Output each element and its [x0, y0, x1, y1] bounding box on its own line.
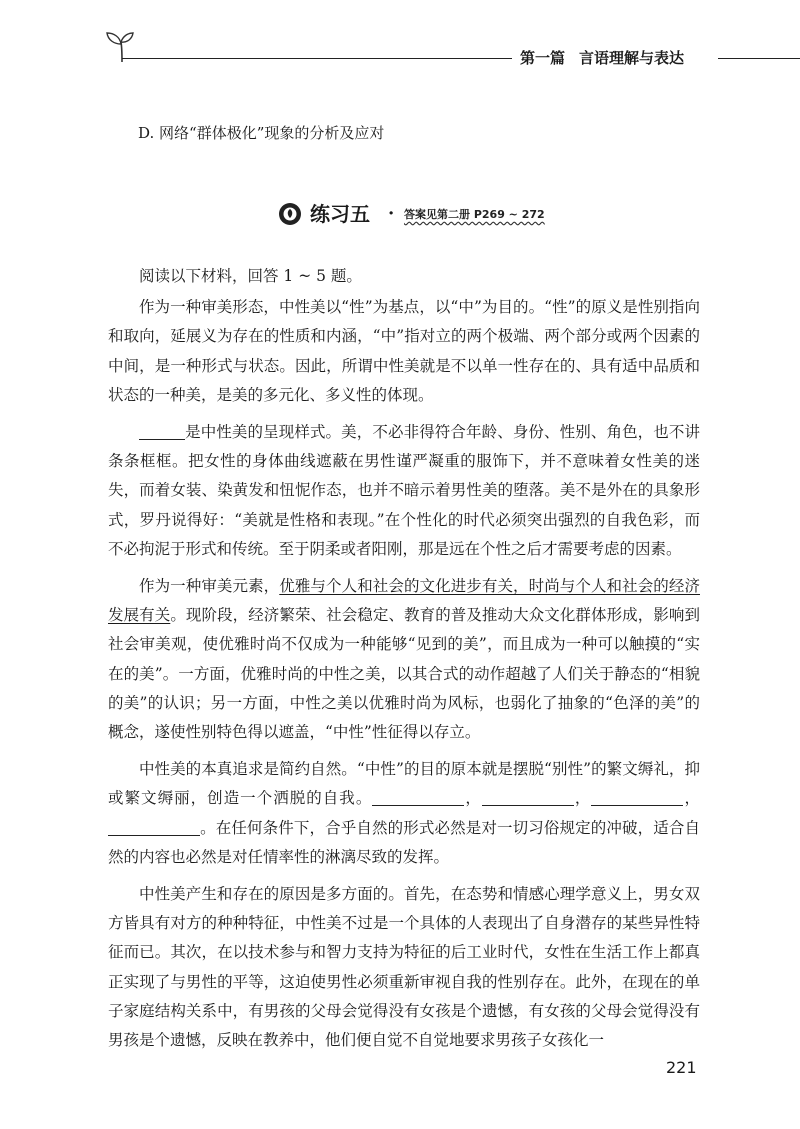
blank-separator-3: ， — [683, 789, 700, 808]
fill-blank-5[interactable] — [108, 817, 200, 836]
page-header — [0, 0, 800, 80]
header-rule-right — [718, 58, 800, 59]
paragraph-3-lead: 作为一种审美元素， — [139, 577, 280, 596]
paragraph-4-rest: 。在任何条件下，合乎自然的形式必然是对一切习俗规定的冲破，适合自然的内容也必然是对任情率性的淋漓尽致的发挥。 — [108, 818, 700, 866]
page-number: 221 — [666, 1058, 697, 1077]
paragraph-2 — [108, 418, 700, 564]
paragraph-5: 中性美产生和存在的原因是多方面的。首先，在态势和情感心理学意义上，男女双方皆具有对方的种种特征，中性美不过是一个具体的人表现出了自身潜存的某些异性特征而已。其次，在以技术参与和智力支持为特征的后工业时代，女性在生活工作上都真正实现了与男性的平等，这迫使男性必须重新审视自我的性别存在。此外，在现在的单子家庭结构关系中，有男孩的父母会觉得没有女孩是个遗憾，有女孩的父母会觉得没有男孩是个遗憾，反映在教养中，他们便自觉不自觉地要求男孩子女孩化一 — [108, 885, 700, 1050]
paragraph-2-text: 是中性美的呈现样式。美，不必非得符合年龄、身份、性别、角色，也不讲条条框框。把女性的身体曲线遮蔽在男性谨严凝重的服饰下，并不意味着女性美的迷失，而着女装、染黄发和忸怩作态，也并不暗示着男性美的堕落。美不是外在的具象形式，罗丹说得好：“美就是性格和表现。”在个性化的时代必须突出强烈的自我色彩，而不必拘泥于形式和传统。至于阴柔或者阳刚，那是远在个性之后才需要考虑的因素。 — [108, 423, 700, 558]
section-title: 练习五 — [310, 202, 370, 226]
instruction-paragraph: 阅读以下材料，回答 1 ~ 5 题。 — [139, 267, 362, 285]
blank-separator-1: ， — [464, 789, 482, 808]
paragraph-1: 作为一种审美形态，中性美以“性”为基点，以“中”为目的。“性”的原义是性别指向和取向，延展义为存在的性质和内涵，“中”指对立的两个极端、两个部分或两个因素的中间，是一种形式与状态。因此，所谓中性美就是不以单一性存在的、具有适中品质和状态的一种美，是美的多元化、多义性的体现。 — [108, 298, 700, 404]
header-title — [520, 46, 698, 70]
flower-badge-icon — [278, 202, 302, 226]
header-part: 第一篇 — [520, 49, 566, 67]
fill-blank-1[interactable] — [139, 421, 185, 440]
paragraph-3 — [108, 572, 700, 747]
paragraph-4 — [108, 755, 700, 872]
fill-blank-2[interactable] — [372, 787, 464, 806]
paragraph-4-lead: 中性美的本真追求是简约自然。“中性”的目的原本就是摆脱“别性”的繁文缛礼，抑或繁文缛丽，创造一个洒脱的自我。 — [108, 760, 700, 808]
section-dot: · — [388, 203, 395, 224]
answer-reference: 答案见第二册 P269 ~ 272 — [404, 208, 545, 221]
underlined-sentence: 优雅与个人和社会的文化进步有关，时尚与个人和社会的经济发展有关 — [108, 577, 700, 625]
reading-passage — [108, 262, 700, 1063]
header-rule-left — [122, 58, 512, 59]
paragraph-3-rest: 。现阶段，经济繁荣、社会稳定、教育的普及推动大众文化群体形成，影响到社会审美观，使优雅时尚不仅成为一种能够“见到的美”，而且成为一种可以触摸的“实在的美”。一方面，优雅时尚的中性之美，以其合式的动作超越了人们关于静态的“相貌的美”的认识；另一方面，中性之美以优雅时尚为风标，也弱化了抽象的“色泽的美”的概念，遂使性别特色得以遮盖，“中性”性征得以存立。 — [108, 606, 700, 742]
previous-option-d: D. 网络“群体极化”现象的分析及应对 — [138, 124, 385, 142]
fill-blank-4[interactable] — [591, 787, 683, 806]
blank-separator-2: ， — [573, 789, 592, 808]
fill-blank-3[interactable] — [482, 787, 574, 806]
header-chapter-title: 言语理解与表达 — [579, 49, 685, 67]
